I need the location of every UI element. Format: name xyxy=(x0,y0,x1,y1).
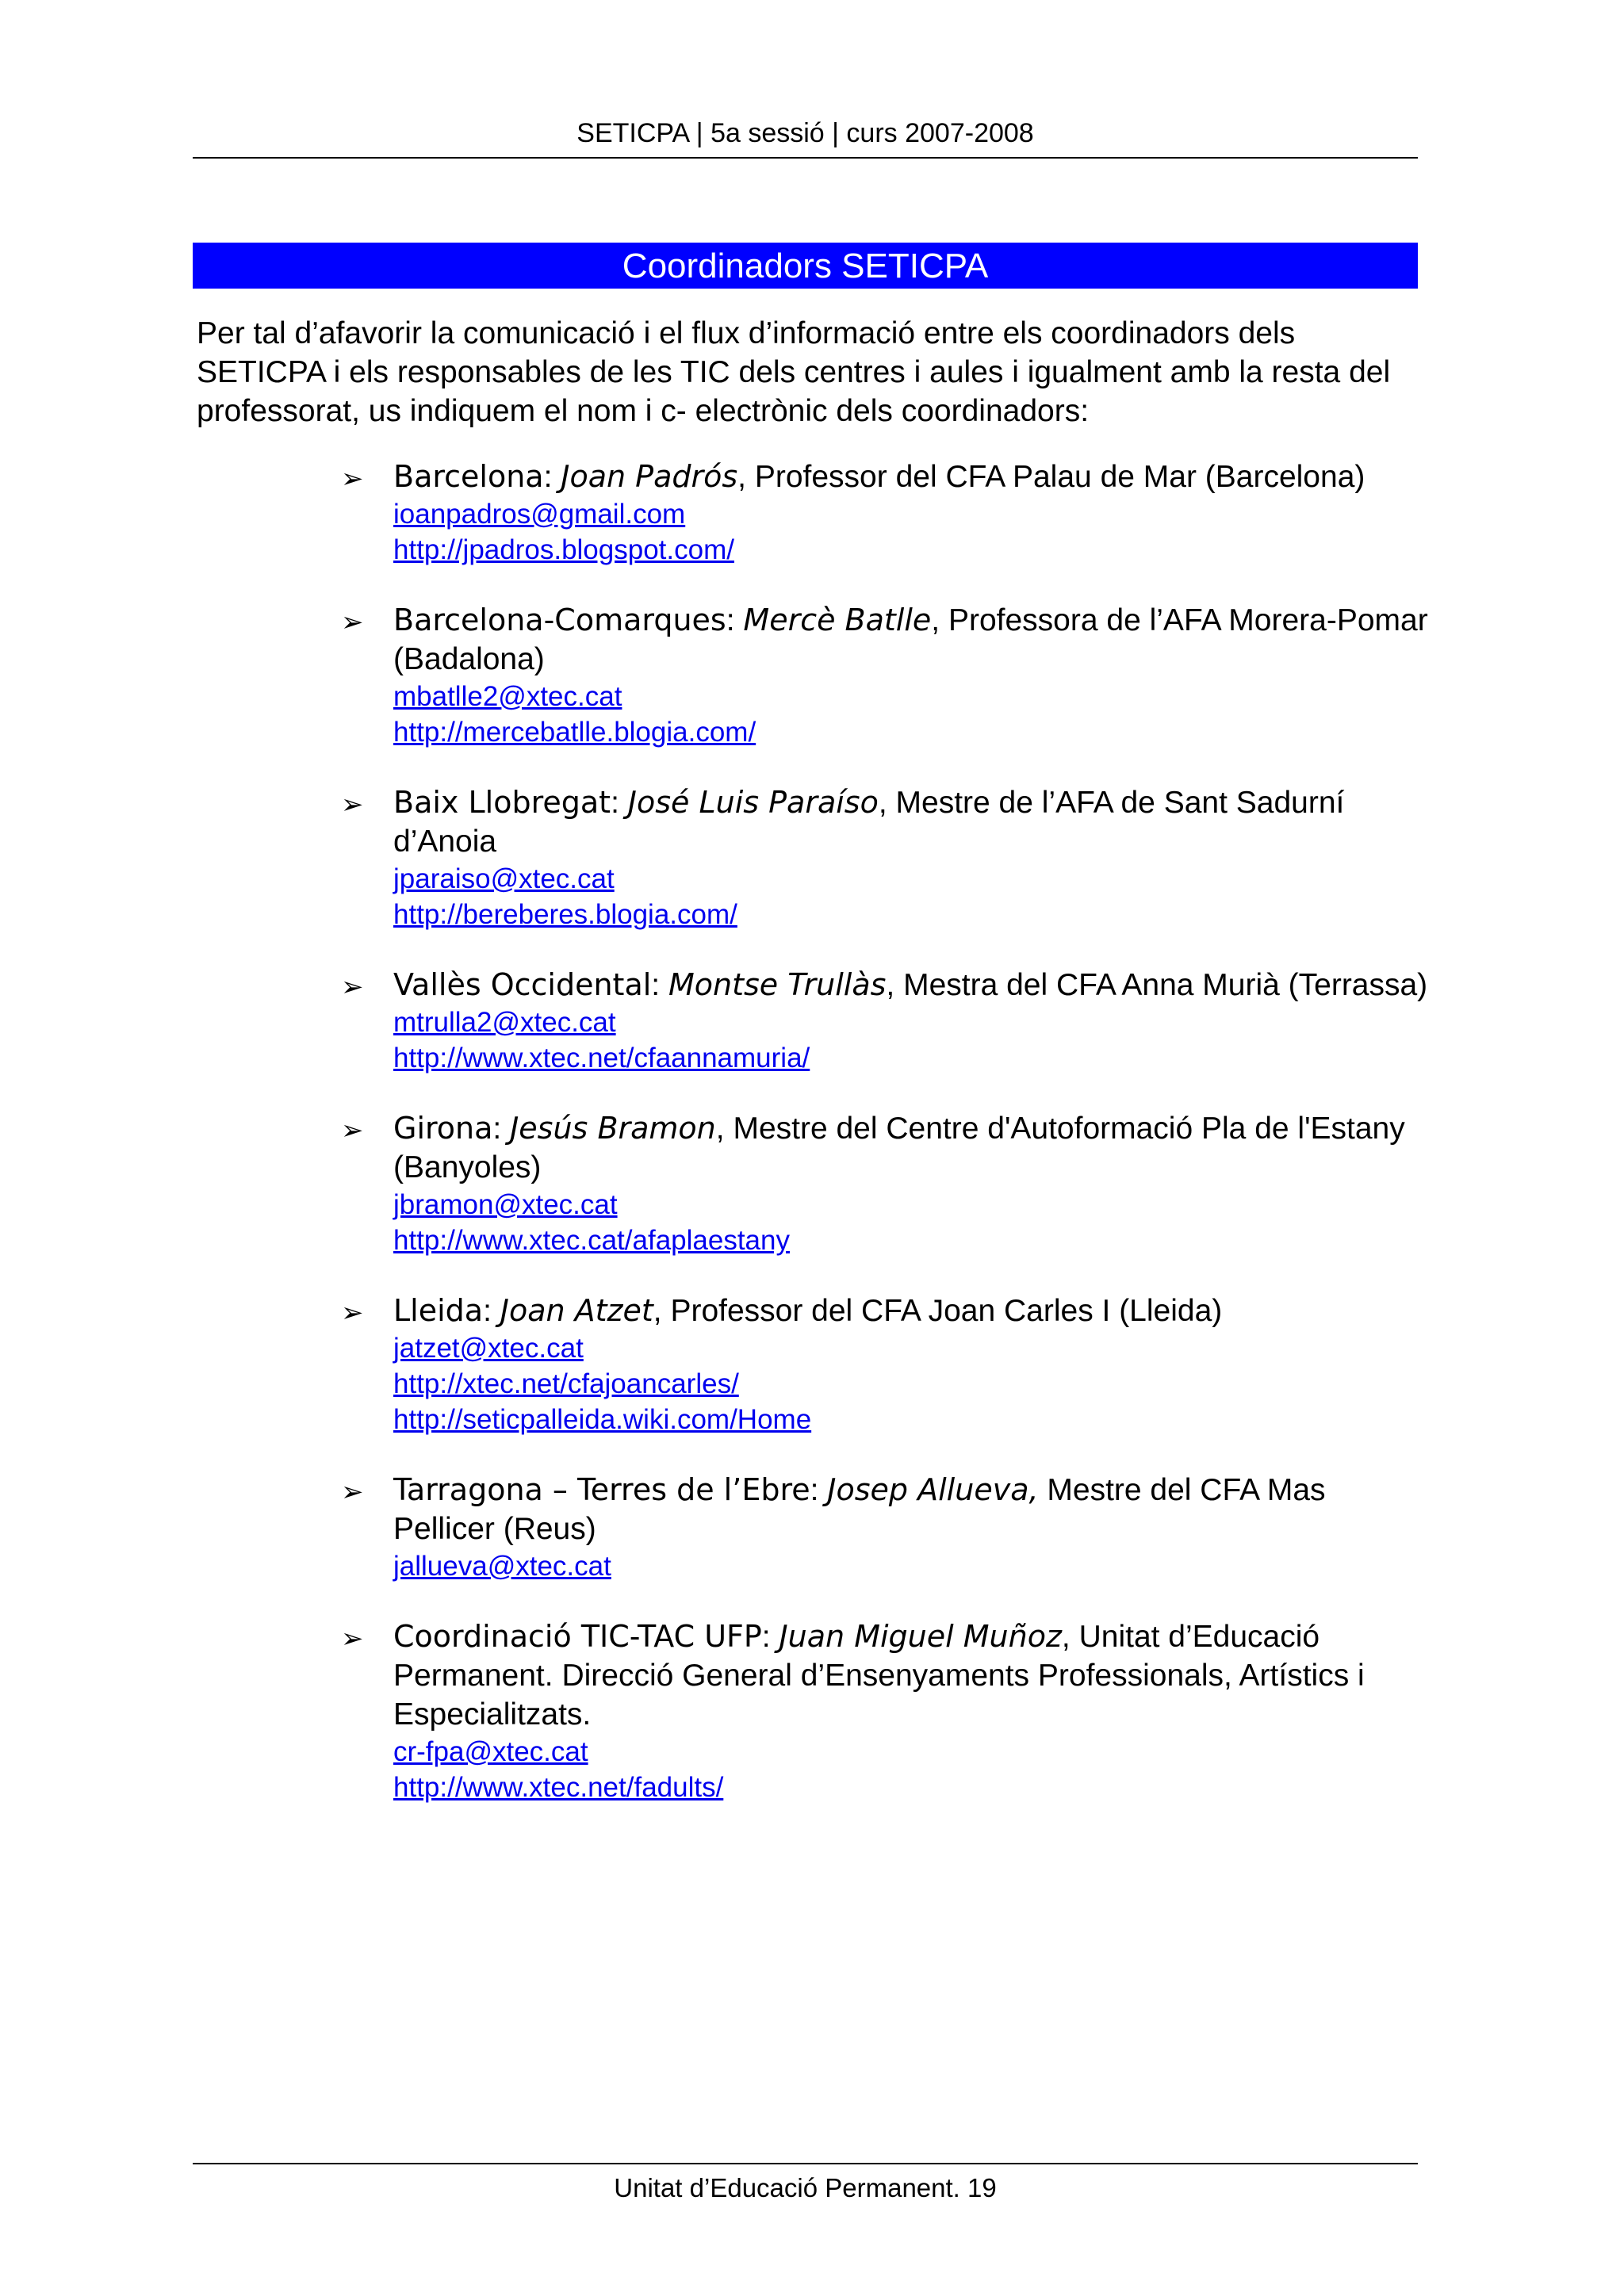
coordinator-entry xyxy=(341,966,1435,1076)
separator: : xyxy=(543,460,561,494)
separator: : xyxy=(726,603,744,637)
website-link[interactable]: http://xtec.net/cfajoancarles/ xyxy=(393,1368,739,1399)
coordinator-name: Joan Padrós xyxy=(561,459,738,494)
email-link[interactable]: jatzet@xtec.cat xyxy=(393,1333,584,1364)
arrowhead-bullet-icon: ➢ xyxy=(341,789,364,821)
website-link[interactable]: http://www.xtec.net/cfaannamuria/ xyxy=(393,1043,810,1073)
page-footer: Unitat d’Educació Permanent. 19 xyxy=(193,2163,1418,2212)
coordinator-role: , Professora de l’AFA Morera-Pomar (Badalona) xyxy=(393,603,1428,676)
coordinator-region: Barcelona-Comarques xyxy=(393,603,726,637)
coordinator-description xyxy=(393,457,1435,496)
arrowhead-bullet-icon: ➢ xyxy=(341,1623,364,1655)
coordinator-role: , Mestre de l’AFA de Sant Sadurní d’Anoia xyxy=(393,786,1345,859)
separator: : xyxy=(651,968,668,1002)
page-header: SETICPA | 5a sessió | curs 2007-2008 xyxy=(193,109,1418,159)
coordinator-description xyxy=(393,783,1435,861)
coordinator-role: , Mestra del CFA Anna Murià (Terrassa) xyxy=(886,968,1428,1002)
coordinator-name: Jesús Bramon xyxy=(510,1111,716,1146)
arrowhead-bullet-icon: ➢ xyxy=(341,607,364,638)
email-link[interactable]: mtrulla2@xtec.cat xyxy=(393,1007,616,1038)
coordinator-name: Joan Atzet xyxy=(500,1293,653,1328)
coordinator-region: Baix Llobregat xyxy=(393,785,611,820)
separator: : xyxy=(761,1620,779,1654)
coordinator-entry xyxy=(341,1292,1435,1437)
section-title: Coordinadors SETICPA xyxy=(193,243,1418,289)
coordinator-description xyxy=(393,1617,1435,1734)
coordinator-entry xyxy=(341,601,1435,750)
coordinator-role: , Professor del CFA Joan Carles I (Lleida) xyxy=(653,1294,1223,1328)
arrowhead-bullet-icon: ➢ xyxy=(341,463,364,495)
coordinator-description xyxy=(393,1471,1435,1548)
separator: : xyxy=(611,786,628,820)
email-link[interactable]: jallueva@xtec.cat xyxy=(393,1551,611,1582)
coordinator-region: Barcelona xyxy=(393,459,544,494)
website-link[interactable]: http://jpadros.blogspot.com/ xyxy=(393,534,734,565)
arrowhead-bullet-icon: ➢ xyxy=(341,1297,364,1329)
website-link[interactable]: http://seticpalleida.wiki.com/Home xyxy=(393,1404,812,1435)
separator: : xyxy=(492,1112,511,1146)
email-link[interactable]: ioanpadros@gmail.com xyxy=(393,499,686,530)
website-link[interactable]: http://mercebatlle.blogia.com/ xyxy=(393,717,756,748)
coordinator-region: Vallès Occidental xyxy=(393,967,652,1002)
coordinator-role: Mestre del CFA Mas Pellicer (Reus) xyxy=(393,1473,1326,1546)
coordinator-role: , Professor del CFA Palau de Mar (Barcelona) xyxy=(737,460,1365,494)
website-link[interactable]: http://www.xtec.cat/afaplaestany xyxy=(393,1225,790,1256)
arrowhead-bullet-icon: ➢ xyxy=(341,971,364,1003)
website-link[interactable]: http://bereberes.blogia.com/ xyxy=(393,899,737,930)
email-link[interactable]: mbatlle2@xtec.cat xyxy=(393,681,622,712)
coordinator-name: Juan Miguel Muñoz xyxy=(779,1619,1062,1654)
separator: : xyxy=(483,1294,500,1328)
coordinator-region: Girona xyxy=(393,1111,493,1146)
coordinator-description xyxy=(393,1292,1435,1330)
coordinator-entry xyxy=(341,1471,1435,1584)
coordinator-entry xyxy=(341,457,1435,568)
arrowhead-bullet-icon: ➢ xyxy=(341,1115,364,1146)
email-link[interactable]: cr-fpa@xtec.cat xyxy=(393,1736,588,1767)
coordinator-entry xyxy=(341,1617,1435,1805)
coordinator-region: Coordinació TIC-TAC UFP xyxy=(393,1619,762,1654)
separator: : xyxy=(810,1473,828,1507)
coordinator-name: Josep Allueva, xyxy=(827,1472,1039,1507)
website-link[interactable]: http://www.xtec.net/fadults/ xyxy=(393,1772,724,1803)
coordinators-list xyxy=(341,457,1435,1839)
coordinator-region: Tarragona – Terres de l’Ebre xyxy=(393,1472,810,1507)
coordinator-description xyxy=(393,1109,1435,1187)
coordinator-description xyxy=(393,966,1435,1004)
coordinator-name: Montse Trullàs xyxy=(668,967,887,1002)
coordinator-role: , Unitat d’Educació Permanent. Direcció General d’Ensenyaments Professionals, Artístics i Especialitzats. xyxy=(393,1620,1365,1732)
arrowhead-bullet-icon: ➢ xyxy=(341,1476,364,1508)
coordinator-entry xyxy=(341,783,1435,932)
coordinator-name: José Luis Paraíso xyxy=(627,785,879,820)
coordinator-description xyxy=(393,601,1435,679)
coordinator-name: Mercè Batlle xyxy=(743,603,932,637)
coordinator-region: Lleida xyxy=(393,1293,484,1328)
coordinator-entry xyxy=(341,1109,1435,1258)
intro-paragraph: Per tal d’afavorir la comunicació i el flux d’informació entre els coordinadors dels SETICPA i els responsables de les TIC dels centres i aules i igualment amb la resta del professorat, us indiquem el nom i c- electrònic dels coordinadors: xyxy=(197,316,1391,428)
email-link[interactable]: jbramon@xtec.cat xyxy=(393,1189,618,1220)
email-link[interactable]: jparaiso@xtec.cat xyxy=(393,863,615,894)
coordinator-role: , Mestre del Centre d'Autoformació Pla de l'Estany (Banyoles) xyxy=(393,1112,1405,1184)
